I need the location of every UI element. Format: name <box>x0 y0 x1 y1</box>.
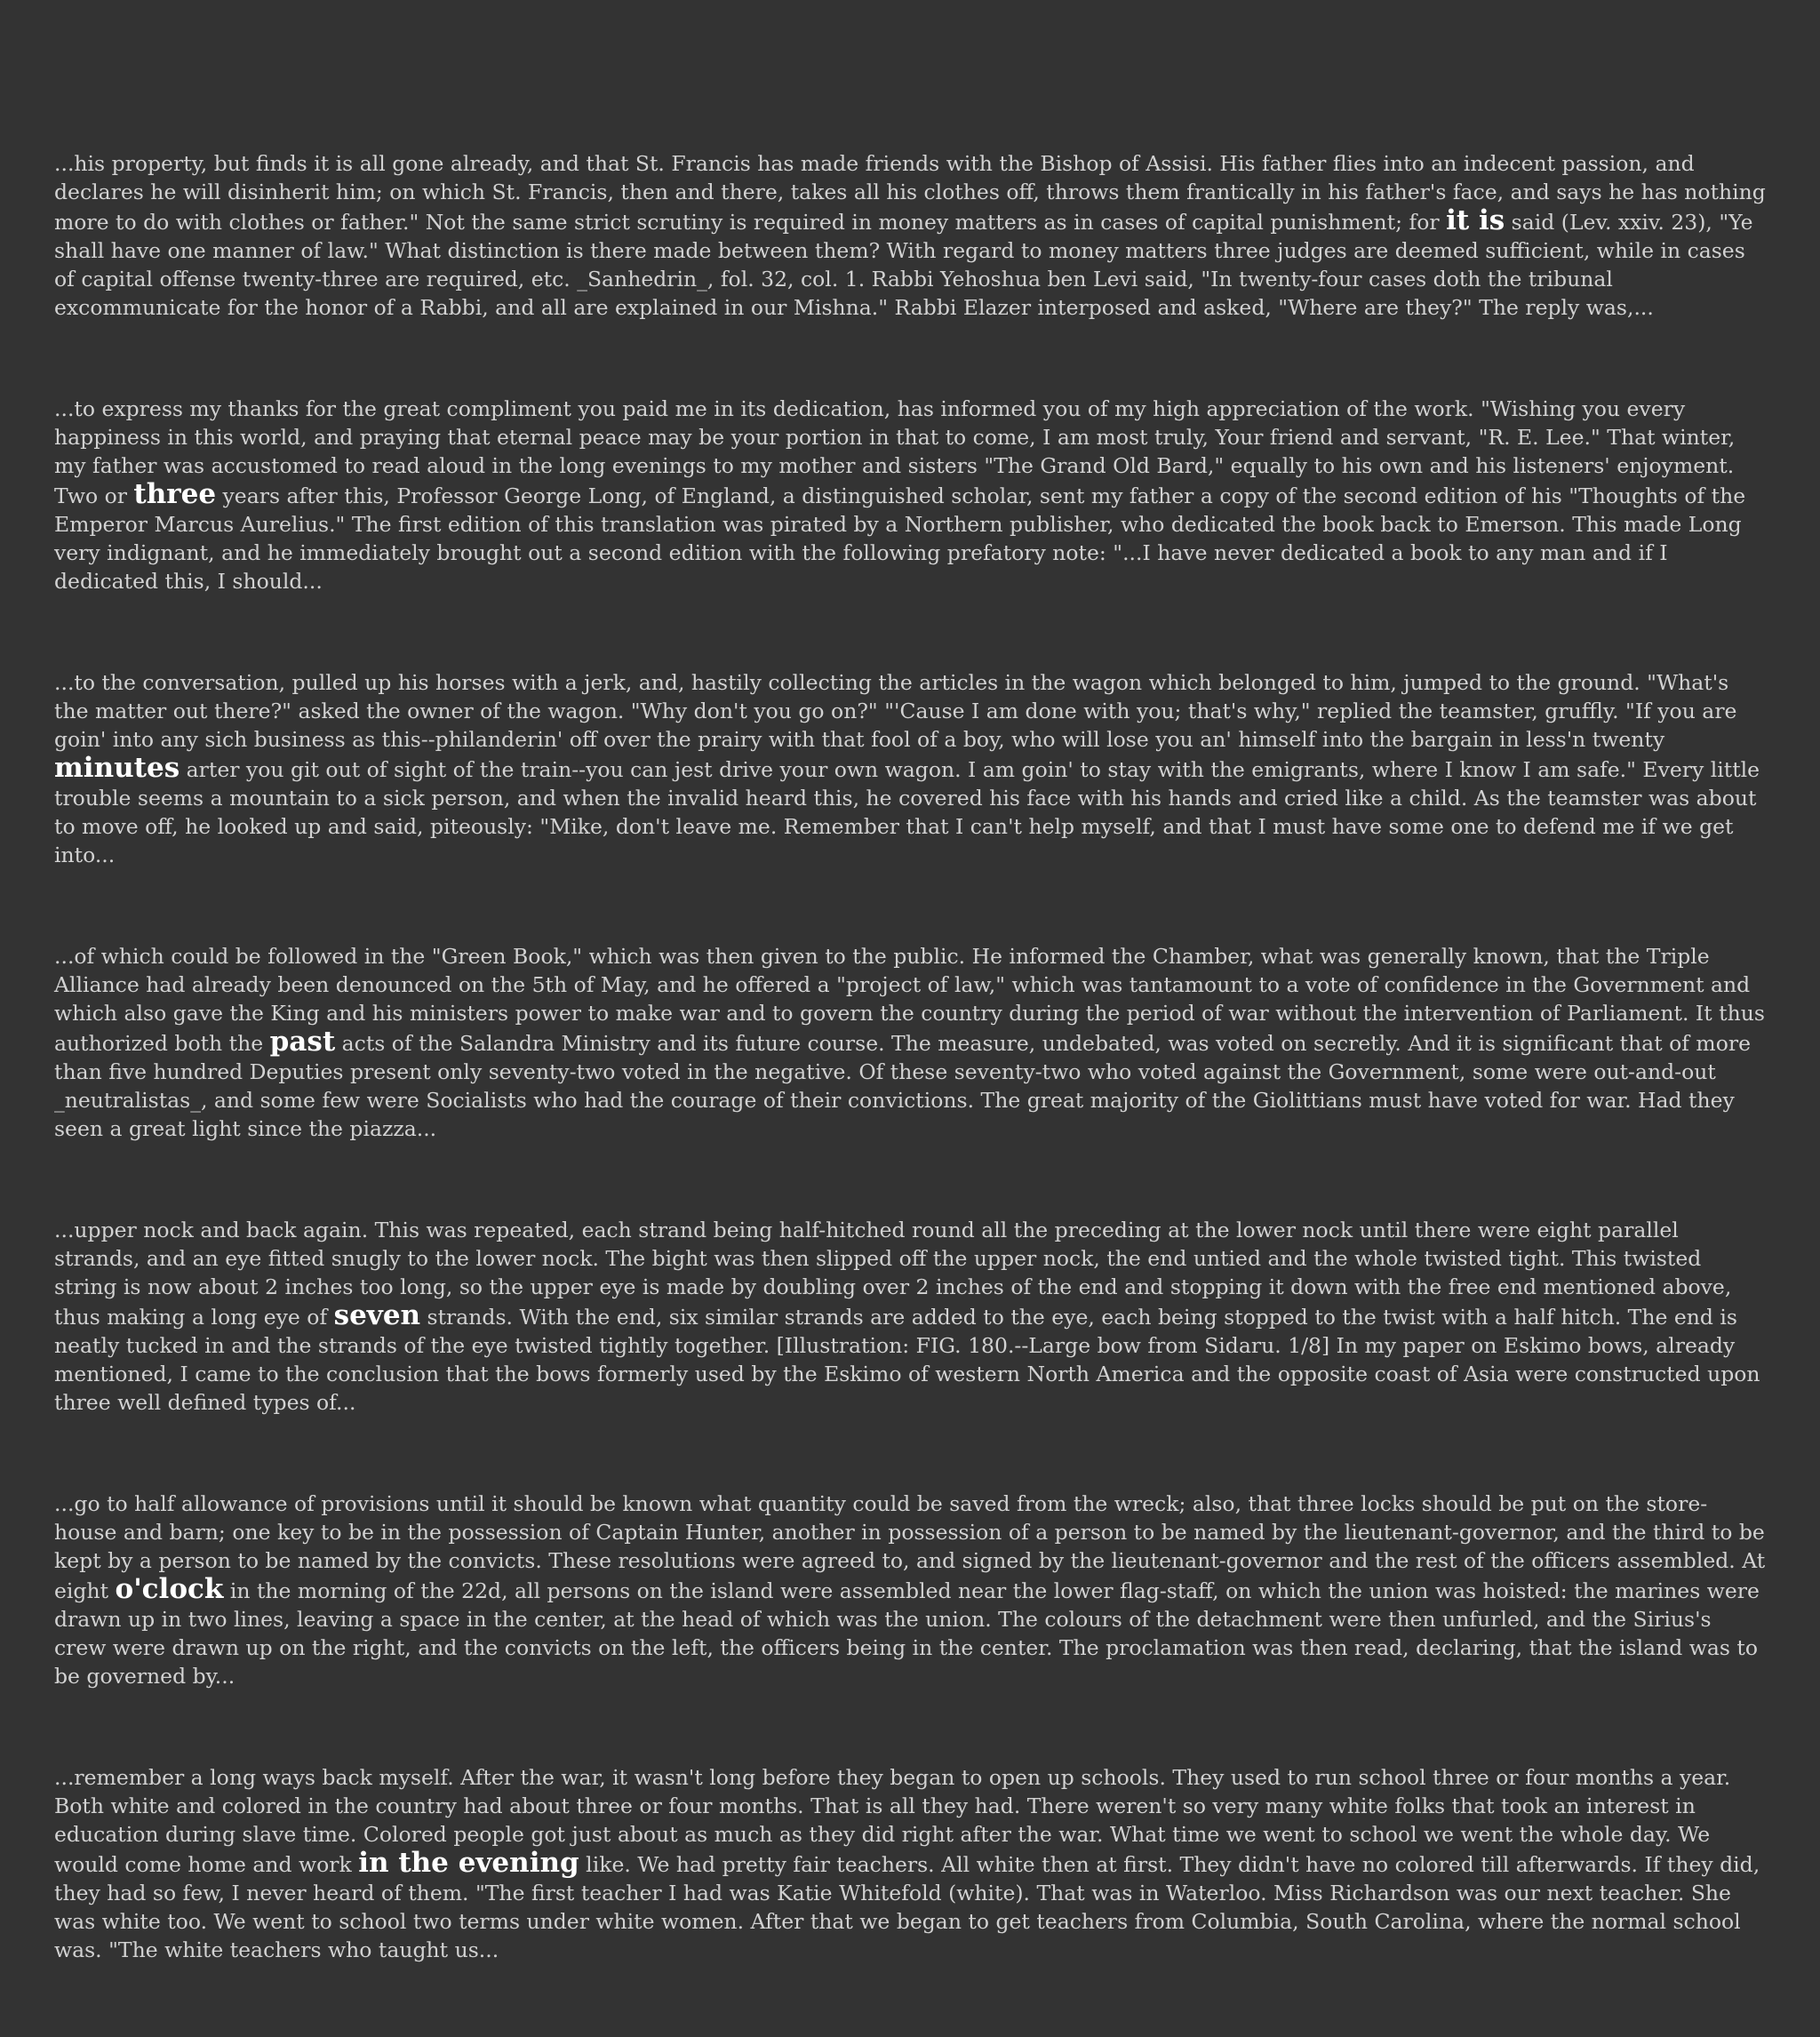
excerpt-list <box>54 149 1769 2037</box>
excerpt-text: acts of the Salandra Ministry and its future course. The measure, undebated, was voted on secretly. And it is significant that of more than five hundred Deputies present only seventy-two voted in the negative. Of these seventy-two who voted against the Government, some were out-and-out _neutralistas_, and some few were Socialists who had the courage of their convictions. The great majority of the Giolittians must have voted for war. Had they seen a great light since the piazza... <box>54 1031 1751 1141</box>
highlighted-phrase: seven <box>333 1299 421 1331</box>
highlighted-phrase: three <box>133 478 217 510</box>
highlighted-phrase: minutes <box>54 752 180 784</box>
excerpt-7 <box>54 1763 1769 1964</box>
excerpt-3 <box>54 668 1769 869</box>
excerpt-5 <box>54 1216 1769 1417</box>
excerpt-text: ...his property, but finds it is all gone already, and that St. Francis has made friends with the Bishop of Assisi. His father flies into an indecent passion, and declares he will disinherit him; on which St. Francis, then and there, takes all his clothes off, throws them frantically in his father's face, and says he has nothing more to do with clothes or father." Not the same strict scrutiny is required in money matters as in cases of capital punishment; for <box>54 151 1766 235</box>
excerpt-text: ...to the conversation, pulled up his horses with a jerk, and, hastily collecting the articles in the wagon which belonged to him, jumped to the ground. "What's the matter out there?" asked the owner of the wagon. "Why don't you go on?" "'Cause I am done with you; that's why," replied the teamster, gruffly. "If you are goin' into any sich business as this--philanderin' off over the prairy with that fool of a boy, who will lose you an' himself into the bargain in less'n twenty <box>54 670 1737 752</box>
highlighted-phrase: it is <box>1446 204 1505 236</box>
excerpt-text: arter you git out of sight of the train--you can jest drive your own wagon. I am goin' to stay with the emigrants, where I know I am safe." Every little trouble seems a mountain to a sick person, and when the invalid heard this, he covered his face with his hands and cried like a child. As the teamster was about to move off, he looked up and said, piteously: "Mike, don't leave me. Remember that I can't help myself, and that I must have some one to defend me if we get into... <box>54 757 1760 867</box>
highlighted-phrase: in the evening <box>358 1847 579 1879</box>
excerpt-text: strands. With the end, six similar strands are added to the eye, each being stopped to the twist with a half hitch. The end is neatly tucked in and the strands of the eye twisted tightly together. [Illustration: FIG. 180.--Large bow from Sidaru. 1/8] In my paper on Eskimo bows, already mentioned, I came to the conclusion that the bows formerly used by the Eskimo of western North America and the opposite coast of Asia were constructed upon three well defined types of... <box>54 1305 1760 1415</box>
excerpt-1 <box>54 149 1769 322</box>
highlighted-phrase: o'clock <box>115 1573 224 1605</box>
excerpt-text: ...upper nock and back again. This was repeated, each strand being half-hitched round all the preceding at the lower nock until there were eight parallel strands, and an eye fitted snugly to the lower nock. The bight was then slipped off the upper nock, the end untied and the whole twisted tight. This twisted string is now about 2 inches too long, so the upper eye is made by doubling over 2 inches of the end and stopping it down with the free end mentioned above, thus making a long eye of <box>54 1218 1732 1330</box>
excerpt-text: years after this, Professor George Long, of England, a distinguished scholar, sent my father a copy of the second edition of his "Thoughts of the Emperor Marcus Aurelius." The first edition of this translation was pirated by a Northern publisher, who dedicated the book back to Emerson. This made Long very indignant, and he immediately brought out a second edition with the following prefatory note: "...I have never dedicated a book to any man and if I dedicated this, I should... <box>54 483 1746 594</box>
excerpt-text: ...of which could be followed in the "Green Book," which was then given to the public. He informed the Chamber, what was generally known, that the Triple Alliance had already been denounced on the 5th of May, and he offered a "project of law," which was tantamount to a vote of confidence in the Government and which also gave the King and his ministers power to make war and to govern the country during the period of war without the intervention of Parliament. It thus authorized both the <box>54 944 1765 1056</box>
excerpt-6 <box>54 1490 1769 1690</box>
excerpt-4 <box>54 942 1769 1143</box>
excerpt-text: ...to express my thanks for the great compliment you paid me in its dedication, has informed you of my high appreciation of the work. "Wishing you every happiness in this world, and praying that eternal peace may be your portion in that to come, I am most truly, Your friend and servant, "R. E. Lee." That winter, my father was accustomed to read aloud in the long evenings to my mother and sisters "The Grand Old Bard," equally to his own and his listeners' enjoyment. Two or <box>54 396 1736 508</box>
excerpt-text: ...remember a long ways back myself. After the war, it wasn't long before they began to open up schools. They used to run school three or four months a year. Both white and colored in the country had about three or four months. That is all they had. There weren't so very many white folks that took an interest in education during slave time. Colored people got just about as much as they did right after the war. What time we went to school we went the whole day. We would come home and work <box>54 1765 1731 1877</box>
excerpt-text: ...go to half allowance of provisions until it should be known what quantity could be saved from the wreck; also, that three locks should be put on the store-house and barn; one key to be in the possession of Captain Hunter, another in possession of a person to be named by the lieutenant-governor, and the third to be kept by a person to be named by the convicts. These resolutions were agreed to, and signed by the lieutenant-governor and the rest of the officers assembled. At eight <box>54 1491 1766 1603</box>
highlighted-phrase: past <box>269 1026 336 1058</box>
excerpt-text: like. We had pretty fair teachers. All white then at first. They didn't have no colored till afterwards. If they did, they had so few, I never heard of them. "The first teacher I had was Katie Whitefold (white). That was in Waterloo. Miss Richardson was our next teacher. She was white too. We went to school two terms under white women. After that we began to get teachers from Columbia, South Carolina, where the normal school was. "The white teachers who taught us... <box>54 1852 1760 1962</box>
excerpt-2 <box>54 395 1769 595</box>
excerpt-text: said (Lev. xxiv. 23), "Ye shall have one manner of law." What distinction is there made between them? With regard to money matters three judges are deemed sufficient, while in cases of capital offense twenty-three are required, etc. _Sanhedrin_, fol. 32, col. 1. Rabbi Yehoshua ben Levi said, "In twenty-four cases doth the tribunal excommunicate for the honor of a Rabbi, and all are explained in our Mishna." Rabbi Elazer interposed and asked, "Where are they?" The reply was,... <box>54 210 1753 320</box>
excerpt-text: in the morning of the 22d, all persons on the island were assembled near the lower flag-staff, on which the union was hoisted: the marines were drawn up in two lines, leaving a space in the center, at the head of which was the union. The colours of the detachment were then unfurled, and the Sirius's crew were drawn up on the right, and the convicts on the left, the officers being in the center. The proclamation was then read, declaring, that the island was to be governed by... <box>54 1578 1760 1689</box>
